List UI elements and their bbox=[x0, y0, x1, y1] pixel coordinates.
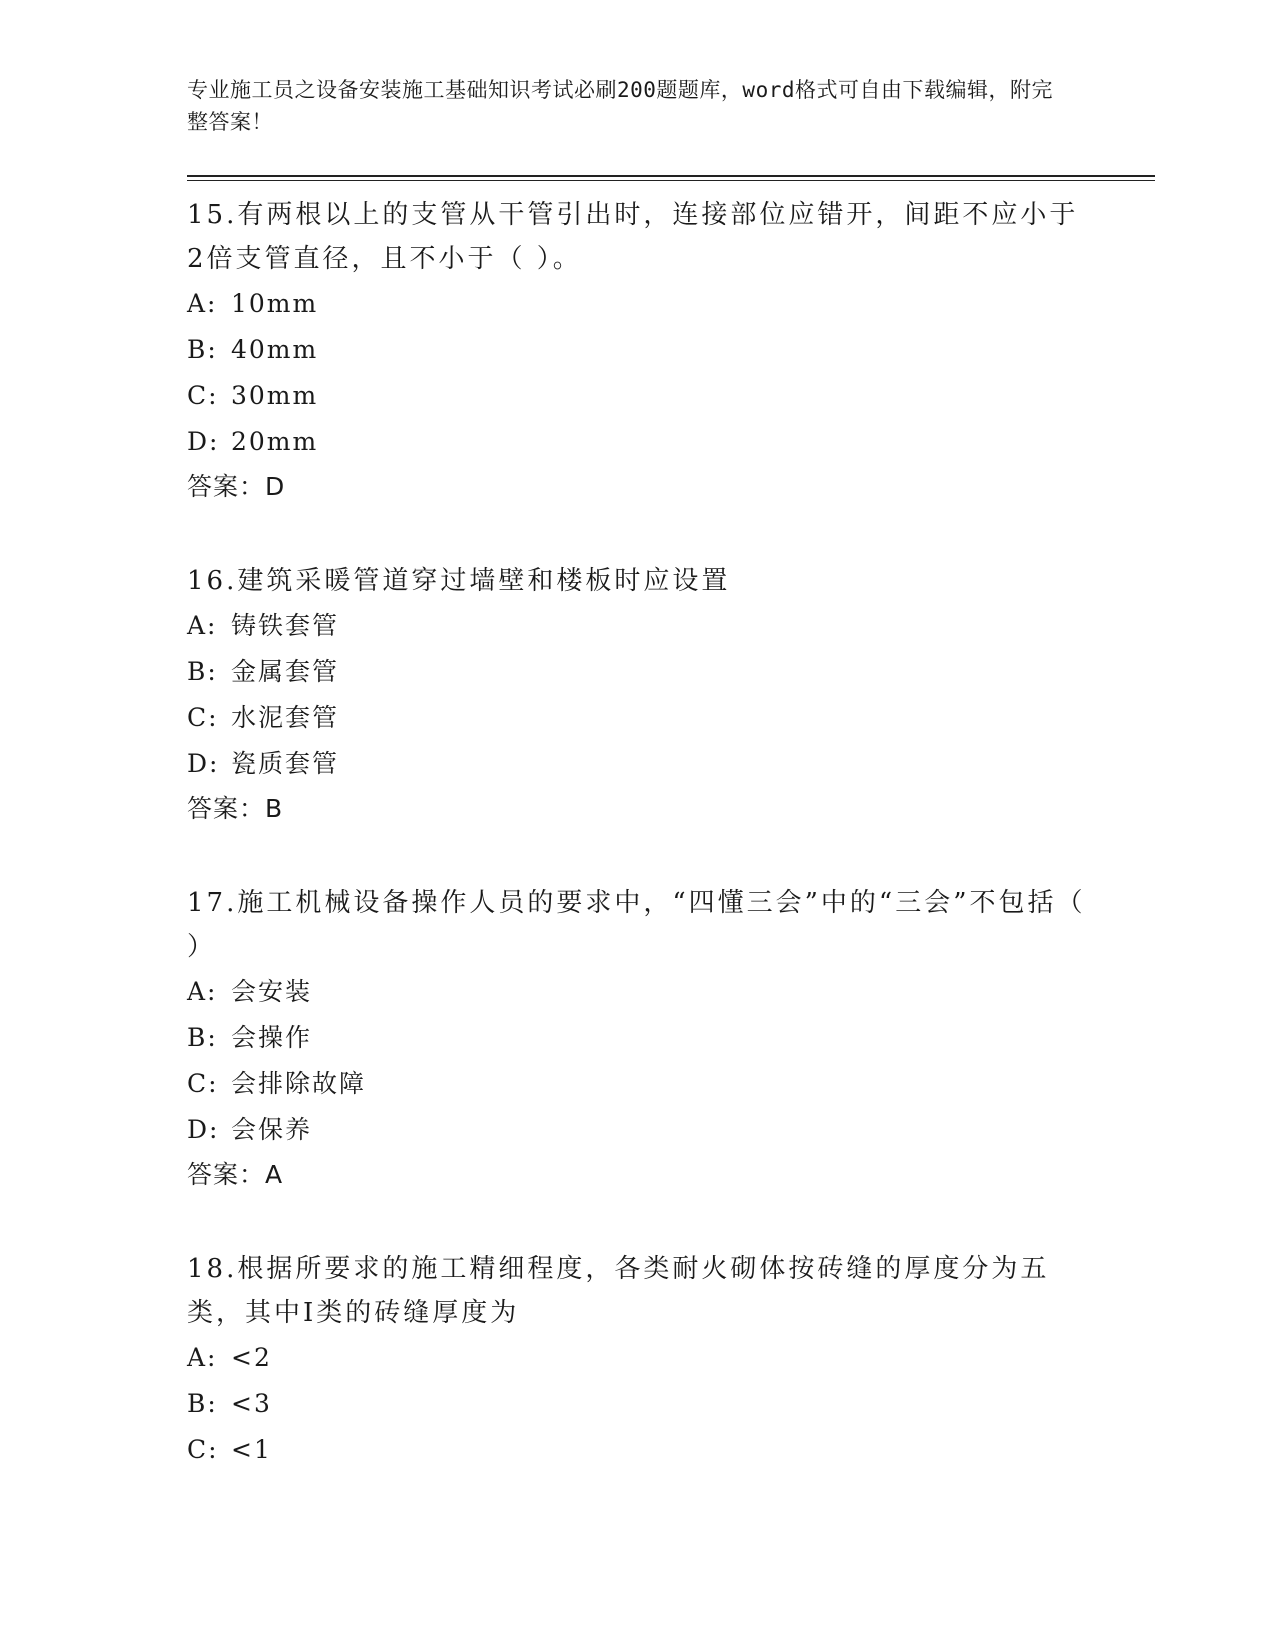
option-text: <3 bbox=[231, 1389, 272, 1418]
option-text: 40mm bbox=[231, 335, 319, 364]
question-stem: 16.建筑采暖管道穿过墙壁和楼板时应设置 bbox=[187, 566, 731, 596]
question-16 bbox=[187, 559, 1155, 831]
option-a bbox=[187, 1335, 1155, 1381]
question-stem: 17.施工机械设备操作人员的要求中，“四懂三会”中的“三会”不包括（ ） bbox=[187, 888, 1086, 962]
option-key: B: bbox=[187, 1389, 218, 1418]
option-c bbox=[187, 373, 1155, 419]
document-page bbox=[187, 74, 1155, 1473]
option-key: A: bbox=[187, 1343, 218, 1372]
option-text: 30mm bbox=[231, 381, 319, 410]
option-d bbox=[187, 1107, 1155, 1153]
option-key: D: bbox=[187, 749, 220, 778]
option-text: 金属套管 bbox=[231, 657, 340, 686]
option-c bbox=[187, 1061, 1155, 1107]
option-key: B: bbox=[187, 335, 218, 364]
option-key: C: bbox=[187, 703, 219, 732]
option-b bbox=[187, 1381, 1155, 1427]
option-a bbox=[187, 281, 1155, 327]
question-15 bbox=[187, 193, 1155, 509]
option-text: 水泥套管 bbox=[231, 703, 340, 732]
option-key: B: bbox=[187, 657, 218, 686]
option-d bbox=[187, 741, 1155, 787]
option-text: 铸铁套管 bbox=[231, 611, 340, 640]
option-text: 瓷质套管 bbox=[231, 749, 340, 778]
option-key: A: bbox=[187, 977, 218, 1006]
option-text: 20mm bbox=[231, 427, 319, 456]
option-a bbox=[187, 603, 1155, 649]
option-d bbox=[187, 419, 1155, 465]
option-a bbox=[187, 969, 1155, 1015]
option-c bbox=[187, 695, 1155, 741]
option-key: A: bbox=[187, 611, 218, 640]
answer-line: 答案：B bbox=[187, 794, 284, 823]
document-header: 专业施工员之设备安装施工基础知识考试必刷200题题库，word格式可自由下载编辑，附完整答案！ bbox=[187, 78, 1053, 134]
option-text: <2 bbox=[231, 1343, 272, 1372]
option-key: C: bbox=[187, 381, 219, 410]
option-text: 10mm bbox=[231, 289, 319, 318]
question-stem: 15.有两根以上的支管从干管引出时，连接部位应错开，间距不应小于2倍支管直径，且不小于（ ）。 bbox=[187, 200, 1079, 274]
option-key: C: bbox=[187, 1435, 219, 1464]
option-text: 会操作 bbox=[231, 1023, 313, 1052]
option-c bbox=[187, 1427, 1155, 1473]
option-key: C: bbox=[187, 1069, 219, 1098]
option-b bbox=[187, 1015, 1155, 1061]
option-text: 会保养 bbox=[231, 1115, 313, 1144]
option-text: 会排除故障 bbox=[231, 1069, 367, 1098]
option-text: <1 bbox=[231, 1435, 272, 1464]
answer-line: 答案：D bbox=[187, 472, 286, 501]
header-divider bbox=[187, 175, 1155, 181]
option-text: 会安装 bbox=[231, 977, 313, 1006]
question-17 bbox=[187, 881, 1155, 1197]
option-key: B: bbox=[187, 1023, 218, 1052]
question-stem: 18.根据所要求的施工精细程度，各类耐火砌体按砖缝的厚度分为五类，其中Ⅰ类的砖缝厚度为 bbox=[187, 1254, 1050, 1328]
option-b bbox=[187, 327, 1155, 373]
question-18 bbox=[187, 1247, 1155, 1473]
answer-line: 答案：A bbox=[187, 1160, 284, 1189]
option-key: D: bbox=[187, 1115, 220, 1144]
option-b bbox=[187, 649, 1155, 695]
option-key: D: bbox=[187, 427, 220, 456]
option-key: A: bbox=[187, 289, 218, 318]
